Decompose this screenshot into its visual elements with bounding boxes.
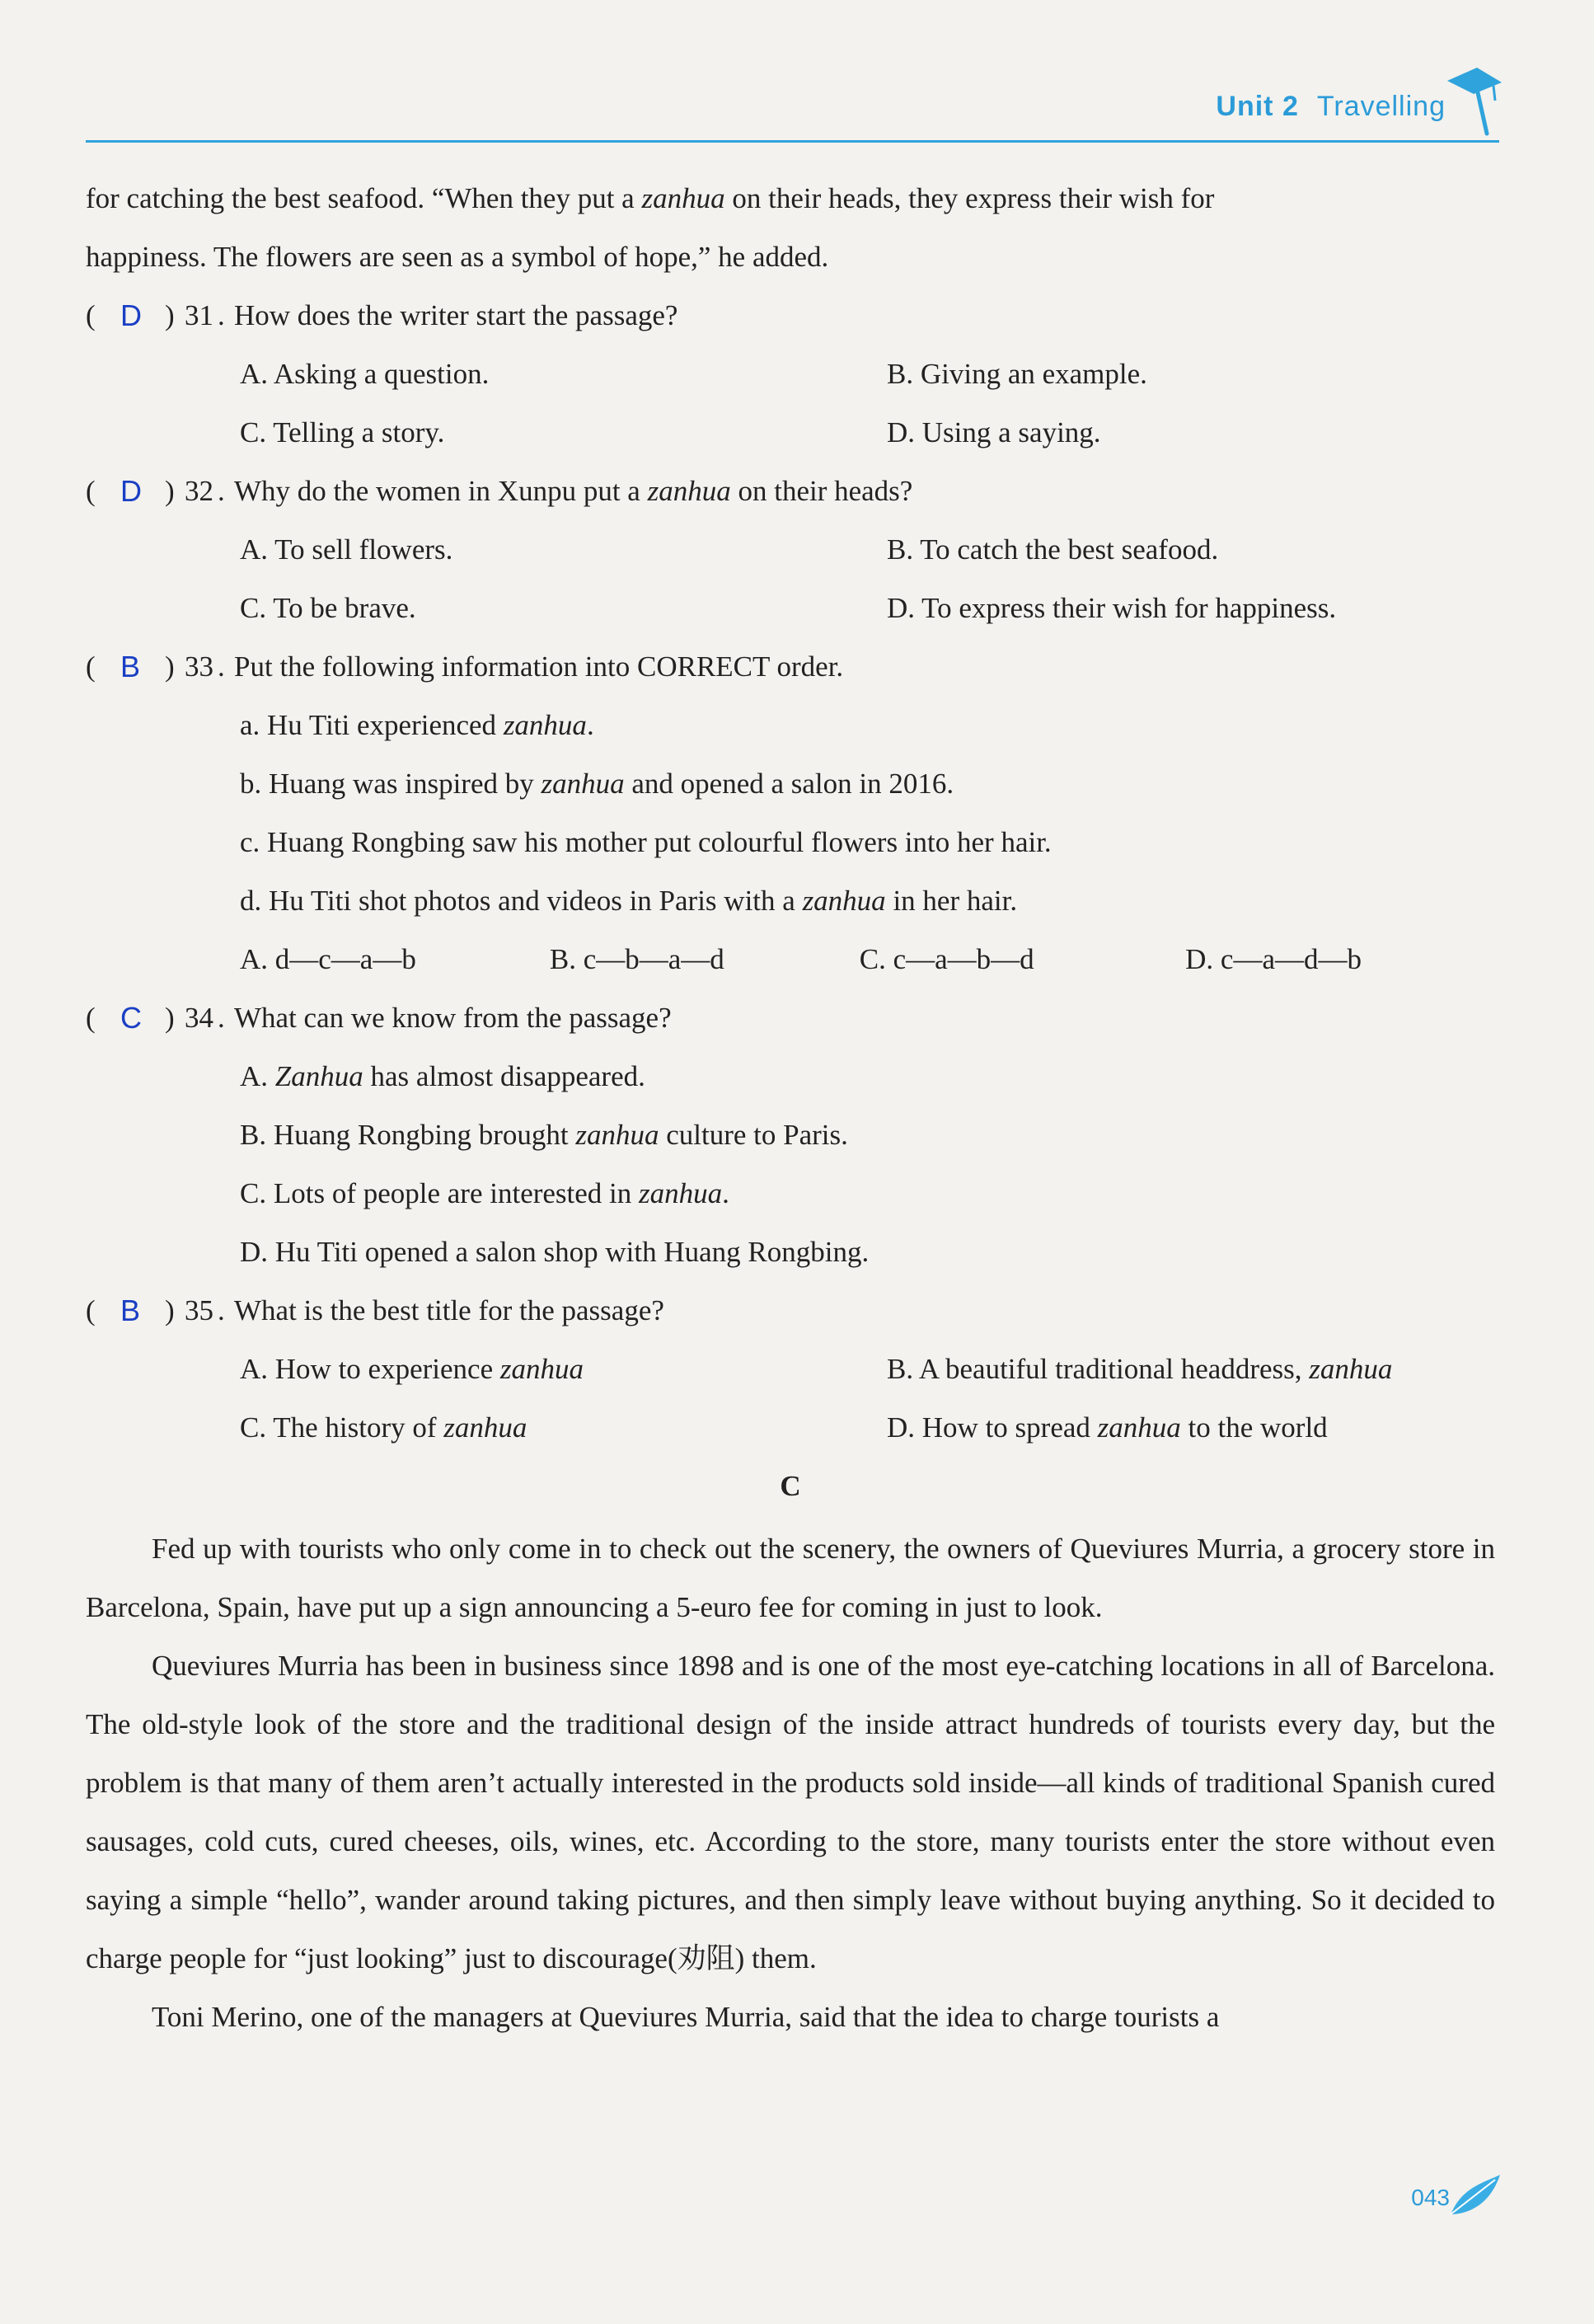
- option-a: A. How to experience zanhua: [240, 1353, 584, 1385]
- answer-mark: B: [120, 650, 141, 683]
- options-row: [86, 934, 1495, 993]
- order-item-b: b. Huang was inspired by zanhua and opened a salon in 2016.: [240, 768, 954, 800]
- answer-bracket: ( C ) 34 .: [86, 993, 242, 1044]
- question-32: [86, 466, 1495, 524]
- options-row: [86, 1402, 1495, 1461]
- option-d: D. To express their wish for happiness.: [887, 592, 1337, 624]
- passage-c-paragraph-3: Toni Merino, one of the managers at Queviures Murria, said that the idea to charge tourists a: [152, 2001, 1220, 2033]
- options-row: [86, 349, 1495, 407]
- options-row: [86, 524, 1495, 583]
- answer-mark: D: [120, 474, 142, 508]
- answer-bracket: ( B ) 33 .: [86, 641, 242, 693]
- question-34: [86, 993, 1495, 1051]
- answer-mark: C: [120, 1001, 142, 1035]
- leaf-icon: [1446, 2167, 1505, 2219]
- option-b: B. Giving an example.: [887, 358, 1147, 390]
- option-a: A. Zanhua has almost disappeared.: [240, 1060, 645, 1092]
- options-row: [86, 407, 1495, 466]
- answer-mark: B: [120, 1293, 141, 1327]
- option-a: A. To sell flowers.: [240, 533, 453, 566]
- passage-b-ending: [86, 173, 1495, 290]
- option-d: D. Hu Titi opened a salon shop with Huang Rongbing.: [240, 1236, 870, 1268]
- unit-label: Unit 2: [1216, 91, 1299, 122]
- passage-c-paragraph-1: Fed up with tourists who only come in to check out the scenery, the owners of Queviures Murria, a grocery store in Barcelona, Spain, have put up a sign announcing a 5-euro fee for coming in just to look.: [86, 1533, 1495, 1623]
- option-d: D. How to spread zanhua to the world: [887, 1411, 1328, 1444]
- header-rule: [86, 140, 1499, 143]
- option-b: B. Huang Rongbing brought zanhua culture to Paris.: [240, 1119, 848, 1151]
- order-item-d: d. Hu Titi shot photos and videos in Paris with a zanhua in her hair.: [240, 885, 1018, 917]
- page-content: [86, 173, 1495, 2046]
- option-a: A. d—c—a—b: [240, 943, 416, 975]
- order-item-c: c. Huang Rongbing saw his mother put colourful flowers into her hair.: [240, 826, 1052, 858]
- answer-bracket: ( D ) 32 .: [86, 466, 242, 517]
- question-35: [86, 1285, 1495, 1344]
- option-a: A. Asking a question.: [240, 358, 490, 390]
- option-b: B. To catch the best seafood.: [887, 533, 1219, 566]
- section-title: C: [780, 1470, 801, 1502]
- question-33: [86, 641, 1495, 700]
- option-c: C. c—a—b—d: [859, 943, 1034, 975]
- page-number: 043: [1411, 2185, 1450, 2210]
- answer-bracket: ( B ) 35 .: [86, 1285, 242, 1336]
- answer-mark: D: [120, 298, 142, 332]
- question-stem: What can we know from the passage?: [234, 1002, 672, 1034]
- option-c: C. Telling a story.: [240, 416, 445, 448]
- option-c: C. The history of zanhua: [240, 1411, 527, 1444]
- passage-c-paragraph-2: Queviures Murria has been in business since 1898 and is one of the most eye-catching locations in all of Barcelona. The old-style look of the store and the traditional design of the inside attract hundreds of tourists every day, but the problem is that many of them aren’t actually interested in the products sold inside—all kinds of traditional Spanish cured sausages, cold cuts, cured cheeses, oils, wines, etc. According to the store, many tourists enter the store without even saying a simple “hello”, wander around taking pictures, and then simply leave without buying anything. So it decided to charge people for “just looking” just to discourage(劝阻) them.: [86, 1650, 1495, 1974]
- option-d: D. c—a—d—b: [1185, 943, 1362, 975]
- question-31: [86, 290, 1495, 349]
- order-item-a: a. Hu Titi experienced zanhua.: [240, 709, 594, 741]
- graduation-cap-icon: [1444, 64, 1503, 139]
- passage-line: for catching the best seafood. “When they put a zanhua on their heads, they express their wish for: [86, 182, 1215, 214]
- options-row: [86, 1344, 1495, 1402]
- passage-line: happiness. The flowers are seen as a symbol of hope,” he added.: [86, 241, 829, 273]
- option-c: C. Lots of people are interested in zanhua.: [240, 1177, 729, 1209]
- unit-title: Travelling: [1316, 91, 1446, 122]
- question-stem: How does the writer start the passage?: [234, 299, 678, 331]
- options-row: [86, 583, 1495, 641]
- option-c: C. To be brave.: [240, 592, 416, 624]
- question-stem: Put the following information into CORRECT order.: [234, 650, 844, 683]
- option-b: B. A beautiful traditional headdress, zanhua: [887, 1353, 1393, 1385]
- unit-header: [1216, 91, 1446, 123]
- option-b: B. c—b—a—d: [549, 943, 724, 975]
- answer-bracket: ( D ) 31 .: [86, 290, 242, 341]
- question-stem: What is the best title for the passage?: [234, 1294, 664, 1326]
- option-d: D. Using a saying.: [887, 416, 1101, 448]
- question-stem: Why do the women in Xunpu put a zanhua on their heads?: [234, 475, 913, 507]
